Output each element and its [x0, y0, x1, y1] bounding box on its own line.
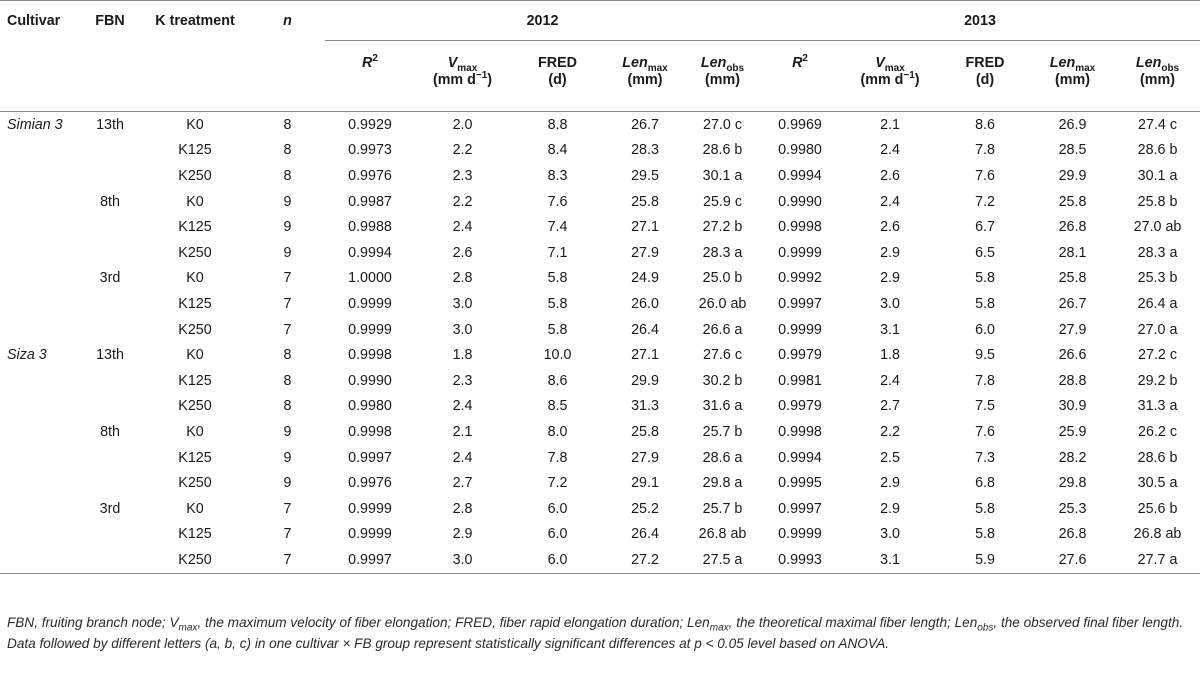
table-row	[0, 419, 1200, 445]
cell-vmax-2013: 2.1	[840, 112, 940, 138]
cell-k-treatment: K0	[186, 270, 204, 287]
cell-r2-2012: 0.9994	[348, 244, 392, 261]
cell-k-treatment: K125	[178, 142, 212, 159]
cell-vmax-2013: 2.4	[880, 142, 900, 159]
cell-lenmax-2012: 29.1	[631, 475, 659, 492]
cell-vmax-2013: 1.8	[880, 347, 900, 364]
cell-lenmax-2012: 27.1	[631, 219, 659, 236]
cell-lenobs-2012: 25.0 b	[702, 270, 743, 287]
table-row	[0, 214, 1200, 240]
cell-fred-2012: 8.0	[547, 423, 568, 440]
cell-fbn	[80, 522, 140, 548]
header-n: n	[283, 13, 292, 29]
cell-fred-2012: 8.6	[547, 372, 568, 389]
header-lenobs-2013: Len$_{obs}$ (mm)	[1135, 55, 1180, 88]
cell-n: 7	[283, 270, 292, 287]
table-row	[0, 547, 1200, 573]
cell-lenmax-2013: 25.8	[1058, 270, 1087, 287]
cell-r2-2013: 0.9999	[778, 526, 822, 543]
cell-fred-2012: 10.0	[543, 347, 572, 364]
header-r2-2013: $R^2$	[792, 53, 808, 71]
cell-vmax-2013: 2.5	[880, 449, 900, 466]
cell-cultivar	[0, 266, 80, 292]
cell-fbn	[80, 445, 140, 471]
cell-vmax-2013: 2.4	[880, 372, 900, 389]
table-header	[0, 1, 1200, 112]
cell-k-treatment: K0	[140, 112, 250, 138]
cell-fbn	[80, 547, 140, 573]
cell-vmax-2012: 2.4	[452, 219, 473, 236]
table-row	[0, 368, 1200, 394]
cell-k-treatment: K0	[186, 500, 204, 517]
cell-fred-2013: 7.5	[975, 398, 995, 415]
cell-lenobs-2013: 26.8 ab	[1133, 526, 1182, 543]
cell-vmax-2013: 3.1	[840, 547, 940, 573]
cell-cultivar	[0, 522, 80, 548]
cell-lenmax-2013: 27.6	[1030, 547, 1115, 573]
cell-lenobs-2012: 29.8 a	[702, 475, 743, 492]
cell-fbn: 13th	[96, 347, 124, 364]
cell-cultivar	[0, 394, 80, 420]
table-row	[0, 240, 1200, 266]
cell-fred-2013: 7.3	[975, 449, 995, 466]
cell-fred-2012: 7.1	[547, 244, 568, 261]
header-fred-2012: FRED (d)	[538, 55, 577, 88]
cell-r2-2012: 0.9999	[348, 321, 392, 338]
cell-n: 7	[283, 295, 292, 312]
cell-lenmax-2013: 27.9	[1058, 321, 1087, 338]
cell-r2-2013: 0.9980	[778, 142, 822, 159]
table-row	[0, 138, 1200, 164]
cell-n: 8	[283, 372, 292, 389]
cell-vmax-2013: 2.9	[880, 244, 900, 261]
cell-fbn: 8th	[100, 193, 120, 210]
table-row	[0, 291, 1200, 317]
cell-n: 7	[283, 321, 292, 338]
cell-lenmax-2013: 28.2	[1058, 449, 1087, 466]
cell-lenmax-2013: 26.7	[1058, 295, 1087, 312]
header-vmax-2013: $V_{max}$ (mm $d^{-1}$)	[860, 55, 920, 88]
header-fred-2013: FRED (d)	[965, 55, 1005, 88]
cell-fred-2013: 7.6	[975, 423, 995, 440]
cell-vmax-2013: 3.0	[880, 526, 900, 543]
cell-r2-2012: 0.9997	[325, 547, 415, 573]
cell-fred-2012: 7.2	[547, 475, 568, 492]
cell-fred-2013: 7.6	[975, 167, 995, 184]
cell-vmax-2013: 2.7	[880, 398, 900, 415]
cell-fred-2013: 9.5	[975, 347, 995, 364]
cell-cultivar	[0, 214, 80, 240]
cell-vmax-2012: 1.8	[452, 347, 473, 364]
cell-k-treatment: K250	[140, 547, 250, 573]
cell-n: 7	[283, 500, 292, 517]
cell-lenobs-2012: 27.6 c	[703, 347, 742, 364]
cell-n: 7	[283, 526, 292, 543]
table-row	[0, 522, 1200, 548]
cell-r2-2012: 0.9987	[348, 193, 392, 210]
cell-fred-2012: 8.5	[547, 398, 568, 415]
cell-k-treatment: K250	[178, 398, 212, 415]
cell-r2-2012: 0.9998	[348, 423, 392, 440]
cell-cultivar	[0, 445, 80, 471]
cell-fred-2012: 7.4	[547, 219, 568, 236]
table-row	[0, 189, 1200, 215]
cell-r2-2012: 0.9999	[348, 500, 392, 517]
table-row	[0, 470, 1200, 496]
cell-lenobs-2012: 26.0 ab	[698, 295, 747, 312]
cell-cultivar	[0, 291, 80, 317]
cell-fbn	[80, 291, 140, 317]
cell-r2-2013: 0.9995	[778, 475, 822, 492]
table-row	[0, 266, 1200, 292]
cell-vmax-2012: 3.0	[452, 321, 473, 338]
cell-fbn	[80, 368, 140, 394]
cell-vmax-2012: 2.4	[452, 449, 473, 466]
table-row	[0, 496, 1200, 522]
cell-vmax-2012: 2.8	[452, 500, 473, 517]
header-cultivar: Cultivar	[7, 13, 61, 29]
cell-lenmax-2013: 26.6	[1058, 347, 1087, 364]
cell-fbn: 3rd	[99, 270, 121, 287]
cell-vmax-2012: 3.0	[415, 547, 510, 573]
cell-lenobs-2012: 30.1 a	[702, 167, 743, 184]
table-body	[0, 112, 1200, 574]
cell-fred-2012: 6.0	[547, 526, 568, 543]
cell-vmax-2012: 2.9	[452, 526, 473, 543]
cell-fbn	[80, 317, 140, 343]
cell-lenmax-2012: 26.0	[631, 295, 659, 312]
cell-lenmax-2012: 25.8	[631, 423, 659, 440]
header-year-2013: 2013	[760, 1, 1200, 41]
cell-r2-2012: 0.9998	[348, 347, 392, 364]
table-row	[0, 445, 1200, 471]
cell-fbn: 13th	[80, 112, 140, 138]
cell-fred-2012: 5.8	[547, 321, 568, 338]
cell-k-treatment: K125	[178, 295, 212, 312]
cell-fred-2013: 5.8	[975, 500, 995, 517]
cell-k-treatment: K0	[186, 423, 204, 440]
cell-fred-2013: 7.2	[975, 193, 995, 210]
cell-r2-2013: 0.9994	[778, 167, 822, 184]
cell-cultivar	[0, 189, 80, 215]
cell-lenobs-2013: 28.6 b	[1137, 142, 1178, 159]
cell-r2-2012: 0.9976	[348, 167, 392, 184]
cell-r2-2013: 0.9979	[778, 398, 822, 415]
header-r2-2012: $R^2$	[362, 53, 378, 71]
cell-k-treatment: K250	[178, 475, 212, 492]
cell-lenmax-2013: 26.9	[1030, 112, 1115, 138]
cell-fred-2012: 5.8	[547, 270, 568, 287]
cell-r2-2013: 0.9997	[778, 295, 822, 312]
cell-lenobs-2013: 27.0 a	[1137, 321, 1178, 338]
cell-fred-2012: 8.3	[547, 167, 568, 184]
cell-vmax-2013: 2.4	[880, 193, 900, 210]
cell-cultivar: Simian 3	[0, 112, 80, 138]
cell-lenobs-2012: 27.5 a	[685, 547, 760, 573]
cell-n: 8	[283, 142, 292, 159]
cell-r2-2012: 1.0000	[348, 270, 392, 287]
header-lenmax-2013: Len$_{max}$ (mm)	[1049, 55, 1096, 88]
cell-lenobs-2012: 25.7 b	[702, 500, 743, 517]
cell-lenmax-2012: 29.5	[631, 167, 659, 184]
cell-vmax-2013: 2.6	[880, 167, 900, 184]
cell-n: 9	[283, 423, 292, 440]
cell-lenmax-2013: 28.1	[1058, 244, 1087, 261]
header-vmax-2012: $V_{max}$ (mm $d^{-1}$)	[432, 55, 493, 88]
table-row	[0, 317, 1200, 343]
cell-r2-2012: 0.9999	[348, 526, 392, 543]
cell-lenobs-2012: 28.6 b	[702, 142, 743, 159]
cell-r2-2012: 0.9988	[348, 219, 392, 236]
cell-lenobs-2013: 27.0 ab	[1133, 219, 1182, 236]
cell-lenmax-2012: 27.2	[605, 547, 685, 573]
cell-k-treatment: K250	[178, 244, 212, 261]
cell-r2-2012: 0.9929	[325, 112, 415, 138]
cell-k-treatment: K125	[178, 526, 212, 543]
cell-lenobs-2013: 25.6 b	[1137, 500, 1178, 517]
cell-lenmax-2013: 25.8	[1058, 193, 1087, 210]
cell-r2-2012: 0.9997	[348, 449, 392, 466]
cell-lenmax-2012: 25.2	[631, 500, 659, 517]
cell-vmax-2012: 2.4	[452, 398, 473, 415]
cell-vmax-2012: 2.3	[452, 167, 473, 184]
table-row	[0, 163, 1200, 189]
cell-lenobs-2012: 26.6 a	[702, 321, 743, 338]
table-row	[0, 342, 1200, 368]
cell-vmax-2013: 3.1	[880, 321, 900, 338]
header-k-treatment: K treatment	[155, 13, 235, 29]
cell-lenmax-2013: 30.9	[1058, 398, 1087, 415]
table-footnote: FBN, fruiting branch node; $V_{max}$, the maximum velocity of fiber elongation; FRED, fiber rapid elongation duration; Len$_{max}$, the theoretical maximal fiber length; Len$_{obs}$, the observed final fiber length. Data followed by different letters (a, b, c) in one cultivar × FB group represent statistically significant differences at p < 0.05 level based on ANOVA.	[7, 615, 1184, 651]
cell-lenobs-2012: 25.9 c	[703, 193, 742, 210]
cell-r2-2013: 0.9992	[778, 270, 822, 287]
table-row	[0, 394, 1200, 420]
cell-lenobs-2012: 25.7 b	[702, 423, 743, 440]
cell-lenmax-2013: 26.8	[1058, 526, 1087, 543]
cell-fbn	[80, 214, 140, 240]
cell-fred-2013: 7.8	[975, 372, 995, 389]
cell-fbn	[80, 394, 140, 420]
cell-lenmax-2012: 28.3	[631, 142, 659, 159]
cell-n: 9	[283, 219, 292, 236]
cell-lenmax-2012: 31.3	[631, 398, 659, 415]
cell-cultivar	[0, 368, 80, 394]
cell-fred-2012: 6.0	[547, 500, 568, 517]
cell-vmax-2012: 2.7	[452, 475, 473, 492]
table-row	[0, 112, 1200, 138]
cell-fred-2013: 5.8	[975, 295, 995, 312]
cell-k-treatment: K0	[186, 347, 204, 364]
cell-vmax-2012: 2.2	[452, 193, 473, 210]
cell-lenmax-2013: 28.8	[1058, 372, 1087, 389]
header-year-2012: 2012	[325, 1, 760, 41]
cell-cultivar	[0, 547, 80, 573]
cell-lenobs-2012: 27.2 b	[702, 219, 743, 236]
cell-lenmax-2012: 26.4	[631, 526, 659, 543]
cell-r2-2012: 0.9980	[348, 398, 392, 415]
cell-fred-2012: 8.8	[510, 112, 605, 138]
cell-lenmax-2013: 29.9	[1058, 167, 1087, 184]
cell-n: 8	[283, 167, 292, 184]
cell-fred-2012: 5.8	[547, 295, 568, 312]
cell-r2-2013: 0.9979	[778, 347, 822, 364]
cell-r2-2012: 0.9973	[348, 142, 392, 159]
cell-k-treatment: K0	[186, 193, 204, 210]
cell-fred-2013: 6.8	[975, 475, 995, 492]
cell-n: 8	[283, 347, 292, 364]
cell-cultivar	[0, 163, 80, 189]
cell-r2-2013: 0.9990	[778, 193, 822, 210]
header-lenobs-2012: Len$_{obs}$ (mm)	[700, 55, 745, 88]
cell-k-treatment: K125	[178, 449, 212, 466]
header-fbn: FBN	[95, 13, 125, 29]
cell-lenobs-2012: 28.6 a	[702, 449, 743, 466]
cell-fred-2013: 5.9	[940, 547, 1030, 573]
cell-fbn: 3rd	[99, 500, 121, 517]
cell-fbn: 8th	[100, 423, 120, 440]
cell-lenobs-2012: 28.3 a	[702, 244, 743, 261]
cell-vmax-2013: 2.9	[880, 500, 900, 517]
cell-lenobs-2012: 30.2 b	[702, 372, 743, 389]
cell-r2-2013: 0.9981	[778, 372, 822, 389]
cell-k-treatment: K125	[178, 219, 212, 236]
cell-k-treatment: K125	[178, 372, 212, 389]
cell-r2-2012: 0.9990	[348, 372, 392, 389]
cell-vmax-2012: 2.1	[452, 423, 473, 440]
cell-lenmax-2012: 25.8	[631, 193, 659, 210]
cell-lenobs-2012: 31.6 a	[702, 398, 743, 415]
cell-cultivar	[0, 419, 80, 445]
cell-lenobs-2013: 30.1 a	[1137, 167, 1178, 184]
cell-lenmax-2012: 27.1	[631, 347, 659, 364]
cell-r2-2013: 0.9997	[778, 500, 822, 517]
cell-lenobs-2013: 26.2 c	[1138, 423, 1177, 440]
header-lenmax-2012: Len$_{max}$ (mm)	[622, 55, 668, 88]
cell-fred-2013: 5.8	[975, 526, 995, 543]
cell-lenmax-2013: 25.3	[1058, 500, 1087, 517]
cell-fred-2013: 6.7	[975, 219, 995, 236]
cell-cultivar	[0, 138, 80, 164]
cell-r2-2013: 0.9999	[778, 321, 822, 338]
cell-fred-2012: 7.6	[547, 193, 568, 210]
cell-r2-2013: 0.9993	[760, 547, 840, 573]
cell-fred-2013: 6.0	[975, 321, 995, 338]
cell-lenobs-2012: 26.8 ab	[698, 526, 747, 543]
cell-cultivar	[0, 470, 80, 496]
cell-fred-2013: 7.8	[975, 142, 995, 159]
cell-n: 7	[250, 547, 325, 573]
cell-n: 8	[283, 398, 292, 415]
cell-cultivar	[0, 496, 80, 522]
cell-fred-2012: 7.8	[547, 449, 568, 466]
cell-cultivar	[0, 317, 80, 343]
cell-fred-2013: 8.6	[940, 112, 1030, 138]
cell-k-treatment: K250	[178, 321, 212, 338]
cell-n: 8	[250, 112, 325, 138]
cell-r2-2012: 0.9976	[348, 475, 392, 492]
cell-cultivar	[0, 240, 80, 266]
cell-lenobs-2013: 26.4 a	[1137, 295, 1178, 312]
cell-r2-2012: 0.9999	[348, 295, 392, 312]
cell-fred-2012: 8.4	[547, 142, 568, 159]
cell-vmax-2012: 2.2	[452, 142, 473, 159]
cell-lenmax-2012: 24.9	[631, 270, 659, 287]
cell-lenobs-2013: 27.4 c	[1115, 112, 1200, 138]
cell-lenobs-2013: 28.3 a	[1137, 244, 1178, 261]
cell-vmax-2013: 2.9	[880, 270, 900, 287]
cell-lenmax-2012: 27.9	[631, 244, 659, 261]
cell-lenmax-2012: 29.9	[631, 372, 659, 389]
cell-lenmax-2012: 27.9	[631, 449, 659, 466]
cell-lenmax-2012: 26.4	[631, 321, 659, 338]
cell-vmax-2013: 2.9	[880, 475, 900, 492]
cell-n: 9	[283, 449, 292, 466]
cell-lenmax-2013: 28.5	[1058, 142, 1087, 159]
cell-fbn	[80, 470, 140, 496]
cell-lenobs-2013: 27.2 c	[1138, 347, 1177, 364]
cell-k-treatment: K250	[178, 167, 212, 184]
cell-cultivar: Siza 3	[7, 347, 47, 364]
cell-n: 9	[283, 193, 292, 210]
cell-lenobs-2013: 28.6 b	[1137, 449, 1178, 466]
cell-lenmax-2013: 29.8	[1058, 475, 1087, 492]
cell-lenmax-2012: 26.7	[605, 112, 685, 138]
cell-vmax-2013: 3.0	[880, 295, 900, 312]
cell-vmax-2013: 2.6	[880, 219, 900, 236]
cell-lenmax-2013: 26.8	[1058, 219, 1087, 236]
cell-vmax-2012: 2.3	[452, 372, 473, 389]
cell-lenobs-2013: 25.8 b	[1137, 193, 1178, 210]
cell-fred-2013: 5.8	[975, 270, 995, 287]
cell-vmax-2012: 3.0	[452, 295, 473, 312]
cell-lenobs-2013: 30.5 a	[1137, 475, 1178, 492]
cell-vmax-2012: 2.6	[452, 244, 473, 261]
cell-fbn	[80, 240, 140, 266]
cell-lenobs-2012: 27.0 c	[685, 112, 760, 138]
cell-vmax-2013: 2.2	[880, 423, 900, 440]
cell-r2-2013: 0.9969	[760, 112, 840, 138]
cell-fred-2012: 6.0	[510, 547, 605, 573]
cell-fbn	[80, 138, 140, 164]
cell-fred-2013: 6.5	[975, 244, 995, 261]
cell-r2-2013: 0.9998	[778, 423, 822, 440]
cell-n: 9	[283, 244, 292, 261]
cell-lenobs-2013: 25.3 b	[1137, 270, 1178, 287]
cell-lenobs-2013: 31.3 a	[1137, 398, 1178, 415]
cell-lenobs-2013: 27.7 a	[1115, 547, 1200, 573]
cell-r2-2013: 0.9998	[778, 219, 822, 236]
cell-lenobs-2013: 29.2 b	[1137, 372, 1178, 389]
cell-n: 9	[283, 475, 292, 492]
cell-vmax-2012: 2.8	[452, 270, 473, 287]
cell-lenmax-2013: 25.9	[1058, 423, 1087, 440]
cell-vmax-2012: 2.0	[415, 112, 510, 138]
cell-r2-2013: 0.9999	[778, 244, 822, 261]
cell-r2-2013: 0.9994	[778, 449, 822, 466]
cell-fbn	[80, 163, 140, 189]
